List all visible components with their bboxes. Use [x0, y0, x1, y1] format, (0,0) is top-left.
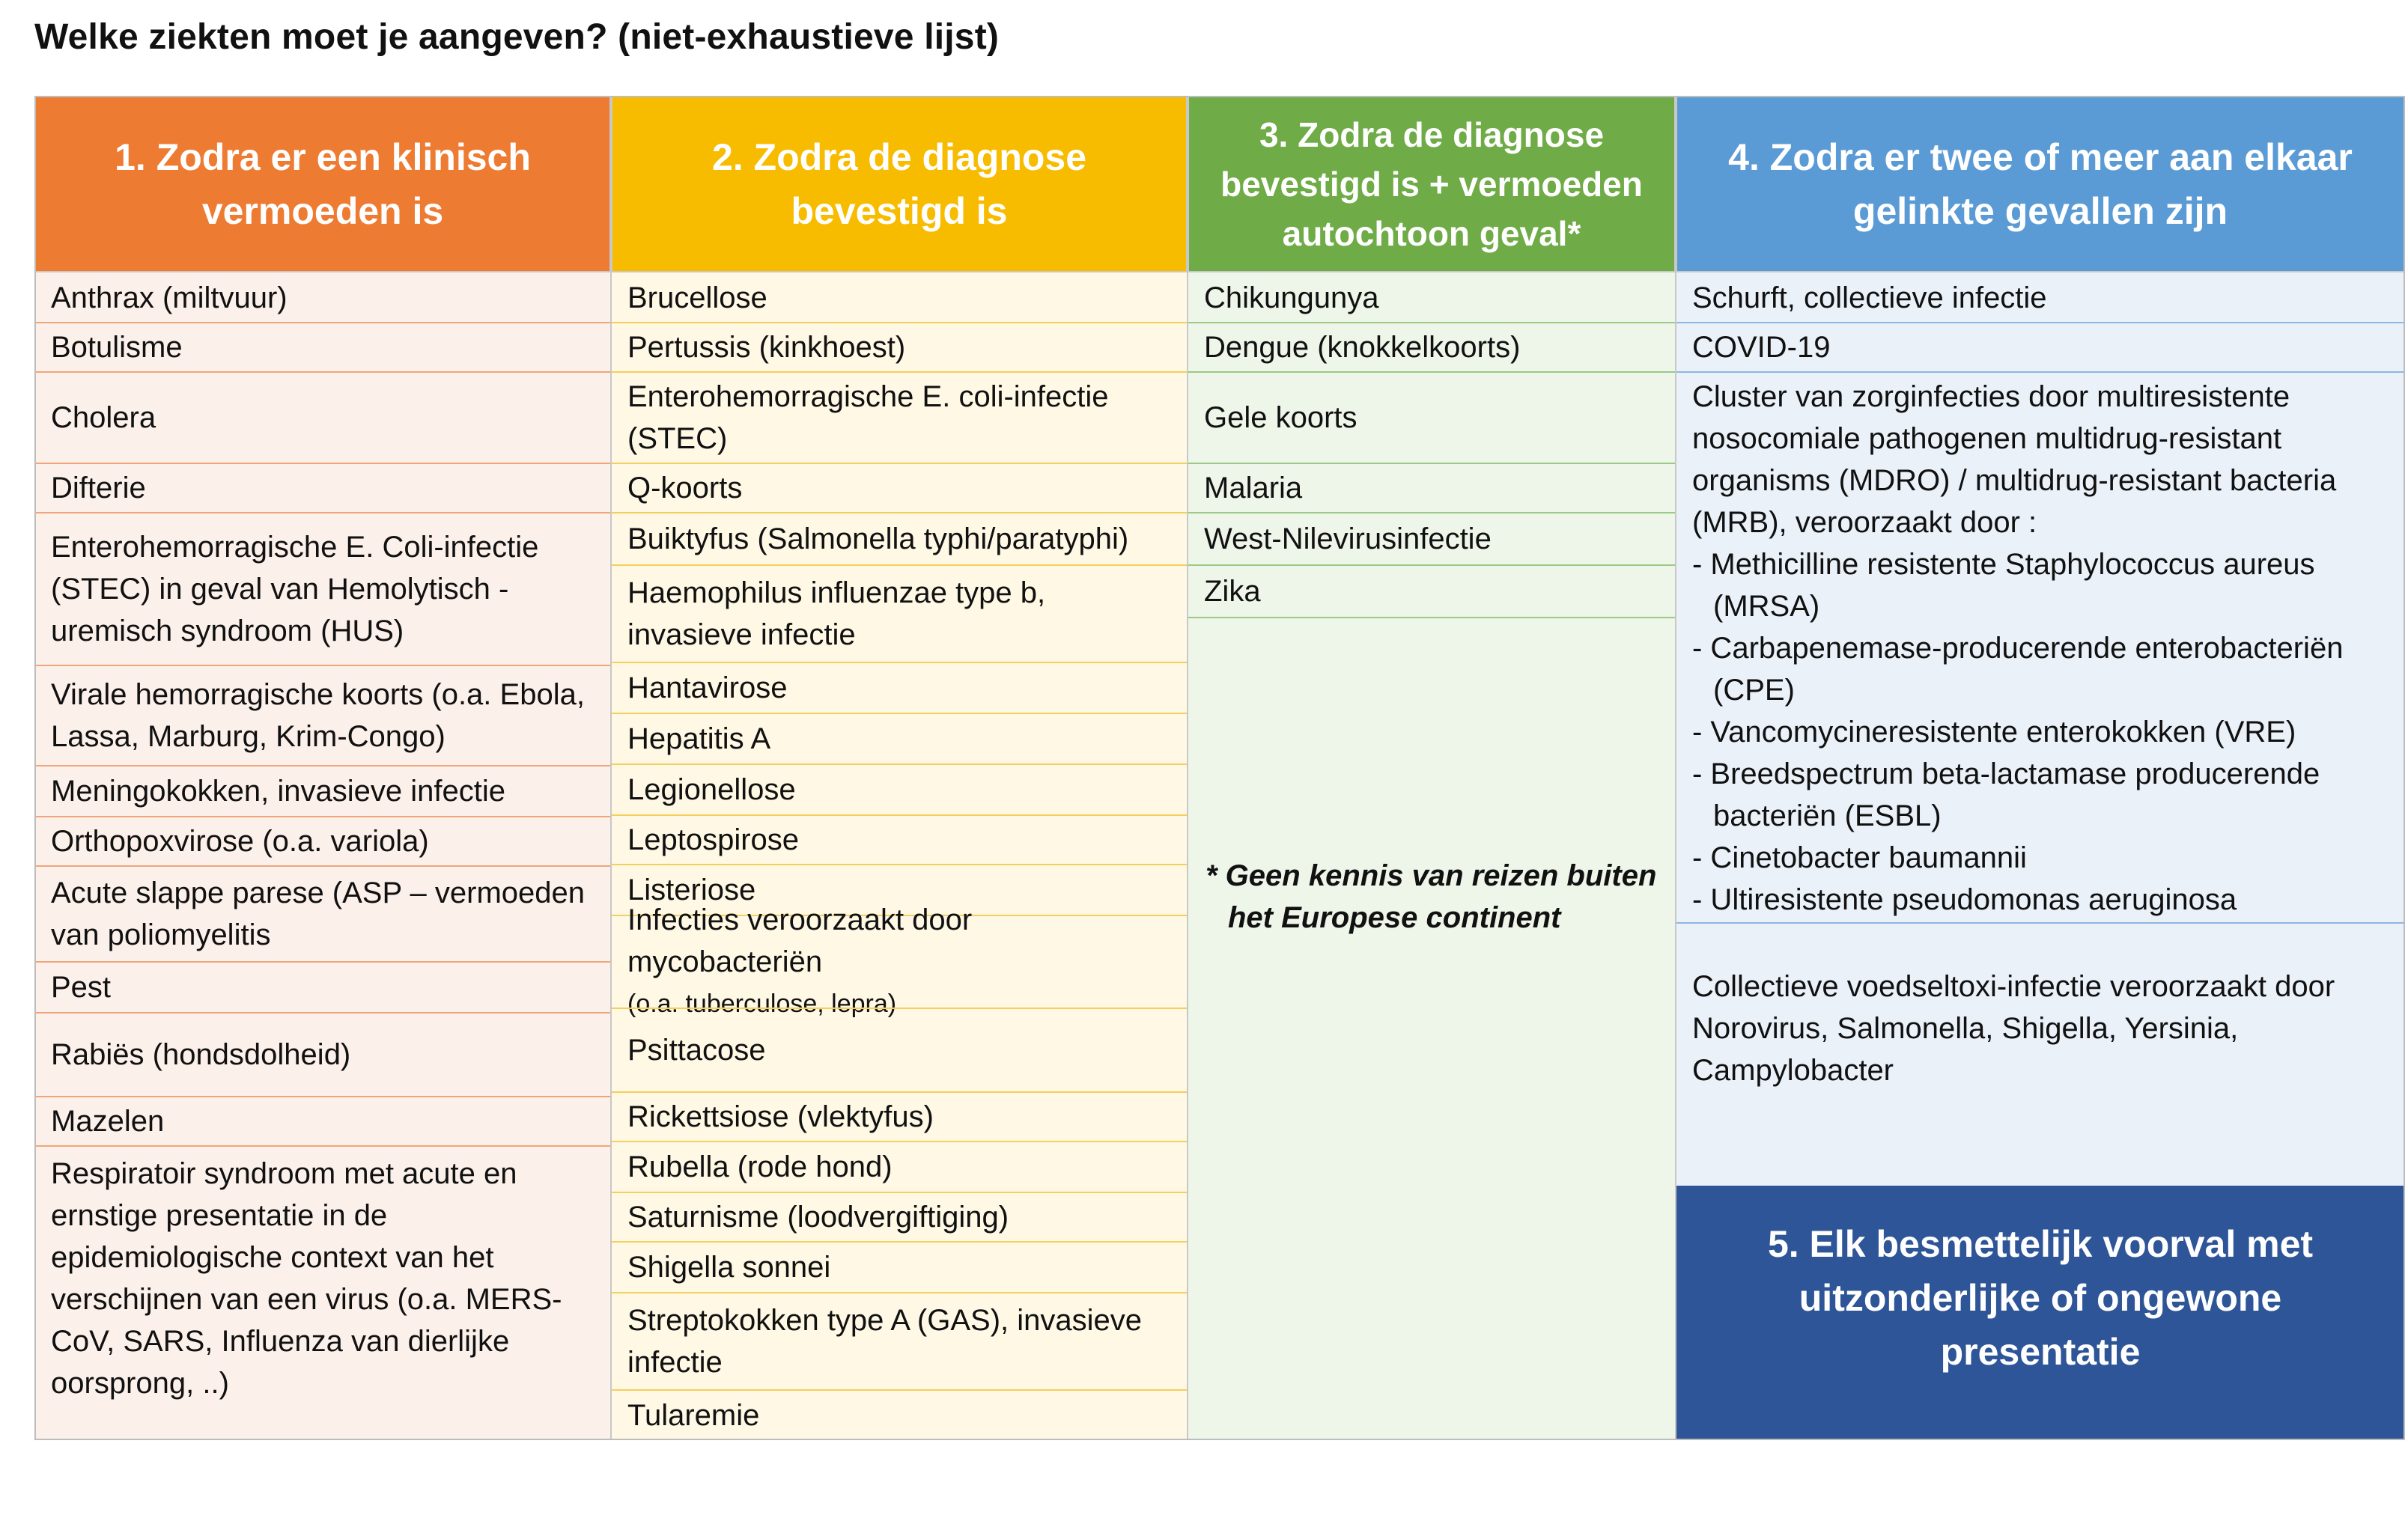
- list-item: Streptokokken type A (GAS), invasieve infectie: [611, 1292, 1188, 1389]
- list-item: Haemophilus influenzae type b, invasieve infectie: [611, 564, 1188, 662]
- list-item: Brucellose: [627, 281, 767, 314]
- column-header: 1. Zodra er een klinisch vermoeden is: [34, 96, 611, 272]
- disease-table: [34, 96, 2405, 1440]
- list-item: Malaria: [1188, 463, 1676, 512]
- column-clinical-suspicion: [34, 96, 611, 1440]
- cluster-entry: - Vancomycineresistente enterokokken (VRE): [1692, 716, 2296, 749]
- list-item: Anthrax (miltvuur): [51, 281, 288, 314]
- cluster-intro: Cluster van zorginfecties door multiresistente nosocomiale pathogenen multidrug-resistant organisms (MDRO) / multidrug-resistant bacteria (MRB), veroorzaakt door :: [1692, 380, 2337, 539]
- column-header: 3. Zodra de diagnose bevestigd is + vermoeden autochtoon geval*: [1188, 96, 1676, 272]
- list-item: Hantavirose: [611, 662, 1188, 713]
- food-infection-item: Collectieve voedseltoxi-infectie veroorzaakt door Norovirus, Salmonella, Shigella, Yersinia, Campylobacter: [1676, 922, 2405, 1094]
- list-item: Shigella sonnei: [611, 1241, 1188, 1292]
- list-item: Infecties veroorzaakt door mycobacteriën (o.a. tuberculose, lepra): [611, 915, 1188, 1008]
- footnote: * Geen kennis van reizen buiten het Europese continent: [1205, 859, 1657, 934]
- cluster-entry: - Cinetobacter baumannii: [1692, 841, 2027, 874]
- column-linked-cases: [1676, 96, 2405, 1440]
- page-title: Welke ziekten moet je aangeven? (niet-exhaustieve lijst): [34, 17, 1000, 57]
- cluster-entry: - Methicilline resistente Staphylococcus aureus (MRSA): [1692, 548, 2315, 623]
- cluster-entry: - Carbapenemase-producerende enterobacteriën (CPE): [1692, 632, 2344, 707]
- list-item: Psittacose: [611, 1008, 1188, 1091]
- list-item: Respiratoir syndroom met acute en ernstige presentatie in de epidemiologische context van het verschijnen van een virus (o.a. MERS-CoV, SARS, Influenza van dierlijke oorsprong, ..): [34, 1145, 611, 1440]
- list-item: Acute slappe parese (ASP – vermoeden van poliomyelitis: [34, 865, 611, 961]
- list-item: Gele koorts: [1188, 371, 1676, 463]
- column-divider: [1187, 96, 1188, 1440]
- cluster-entry: - Ultiresistente pseudomonas aeruginosa: [1692, 883, 2237, 916]
- list-item: Rickettsiose (vlektyfus): [611, 1091, 1188, 1141]
- list-item: Rabiës (hondsdolheid): [34, 1012, 611, 1096]
- list-item: Pertussis (kinkhoest): [611, 322, 1188, 371]
- list-item: Pest: [34, 961, 611, 1012]
- list-item: Enterohemorragische E. coli-infectie (STEC): [611, 371, 1188, 463]
- cluster-item: [1676, 371, 2405, 940]
- list-item: Legionellose: [611, 763, 1188, 814]
- list-item: Botulisme: [34, 322, 611, 371]
- list-item: Cholera: [34, 371, 611, 463]
- cluster-entry: - Breedspectrum beta-lactamase producerende bacteriën (ESBL): [1692, 758, 2320, 832]
- list-item: Virale hemorragische koorts (o.a. Ebola, Lassa, Marburg, Krim-Congo): [34, 665, 611, 765]
- list-item: Mazelen: [34, 1096, 611, 1145]
- list-item: Buiktyfus (Salmonella typhi/paratyphi): [611, 512, 1188, 564]
- exceptional-event-box: 5. Elk besmettelijk voorval met uitzonderlijke of ongewone presentatie: [1676, 1186, 2405, 1440]
- list-item: West-Nilevirusinfectie: [1188, 512, 1676, 564]
- list-item: Chikungunya: [1204, 281, 1379, 314]
- column-confirmed-diagnosis: [611, 96, 1188, 1440]
- list-item: Difterie: [34, 463, 611, 512]
- column-body: [611, 272, 1188, 1440]
- column-header: 4. Zodra er twee of meer aan elkaar gelinkte gevallen zijn: [1676, 96, 2405, 272]
- list-item: COVID-19: [1676, 322, 2405, 371]
- list-item: Leptospirose: [611, 814, 1188, 864]
- row-divider: [1188, 617, 1676, 618]
- column-divider: [610, 96, 612, 1440]
- column-autochthonous: [1188, 96, 1676, 1440]
- list-item: Tularemie: [611, 1389, 1188, 1440]
- list-item: Schurft, collectieve infectie: [1692, 281, 2047, 314]
- list-item: Dengue (knokkelkoorts): [1188, 322, 1676, 371]
- list-item: Listeriose: [611, 864, 1188, 915]
- list-item: Rubella (rode hond): [611, 1141, 1188, 1192]
- column-divider: [1675, 96, 1676, 1440]
- list-item: Hepatitis A: [611, 713, 1188, 763]
- column-header: 2. Zodra de diagnose bevestigd is: [611, 96, 1188, 272]
- list-item: Meningokokken, invasieve infectie: [34, 765, 611, 816]
- list-item: Orthopoxvirose (o.a. variola): [34, 816, 611, 865]
- column-body: [34, 272, 611, 1440]
- list-item: Saturnisme (loodvergiftiging): [611, 1192, 1188, 1241]
- column-body: [1188, 272, 1676, 1440]
- list-item: Q-koorts: [611, 463, 1188, 512]
- list-item: Enterohemorragische E. Coli-infectie (STEC) in geval van Hemolytisch -uremisch syndroom (HUS): [34, 512, 611, 665]
- list-item: Zika: [1188, 564, 1676, 617]
